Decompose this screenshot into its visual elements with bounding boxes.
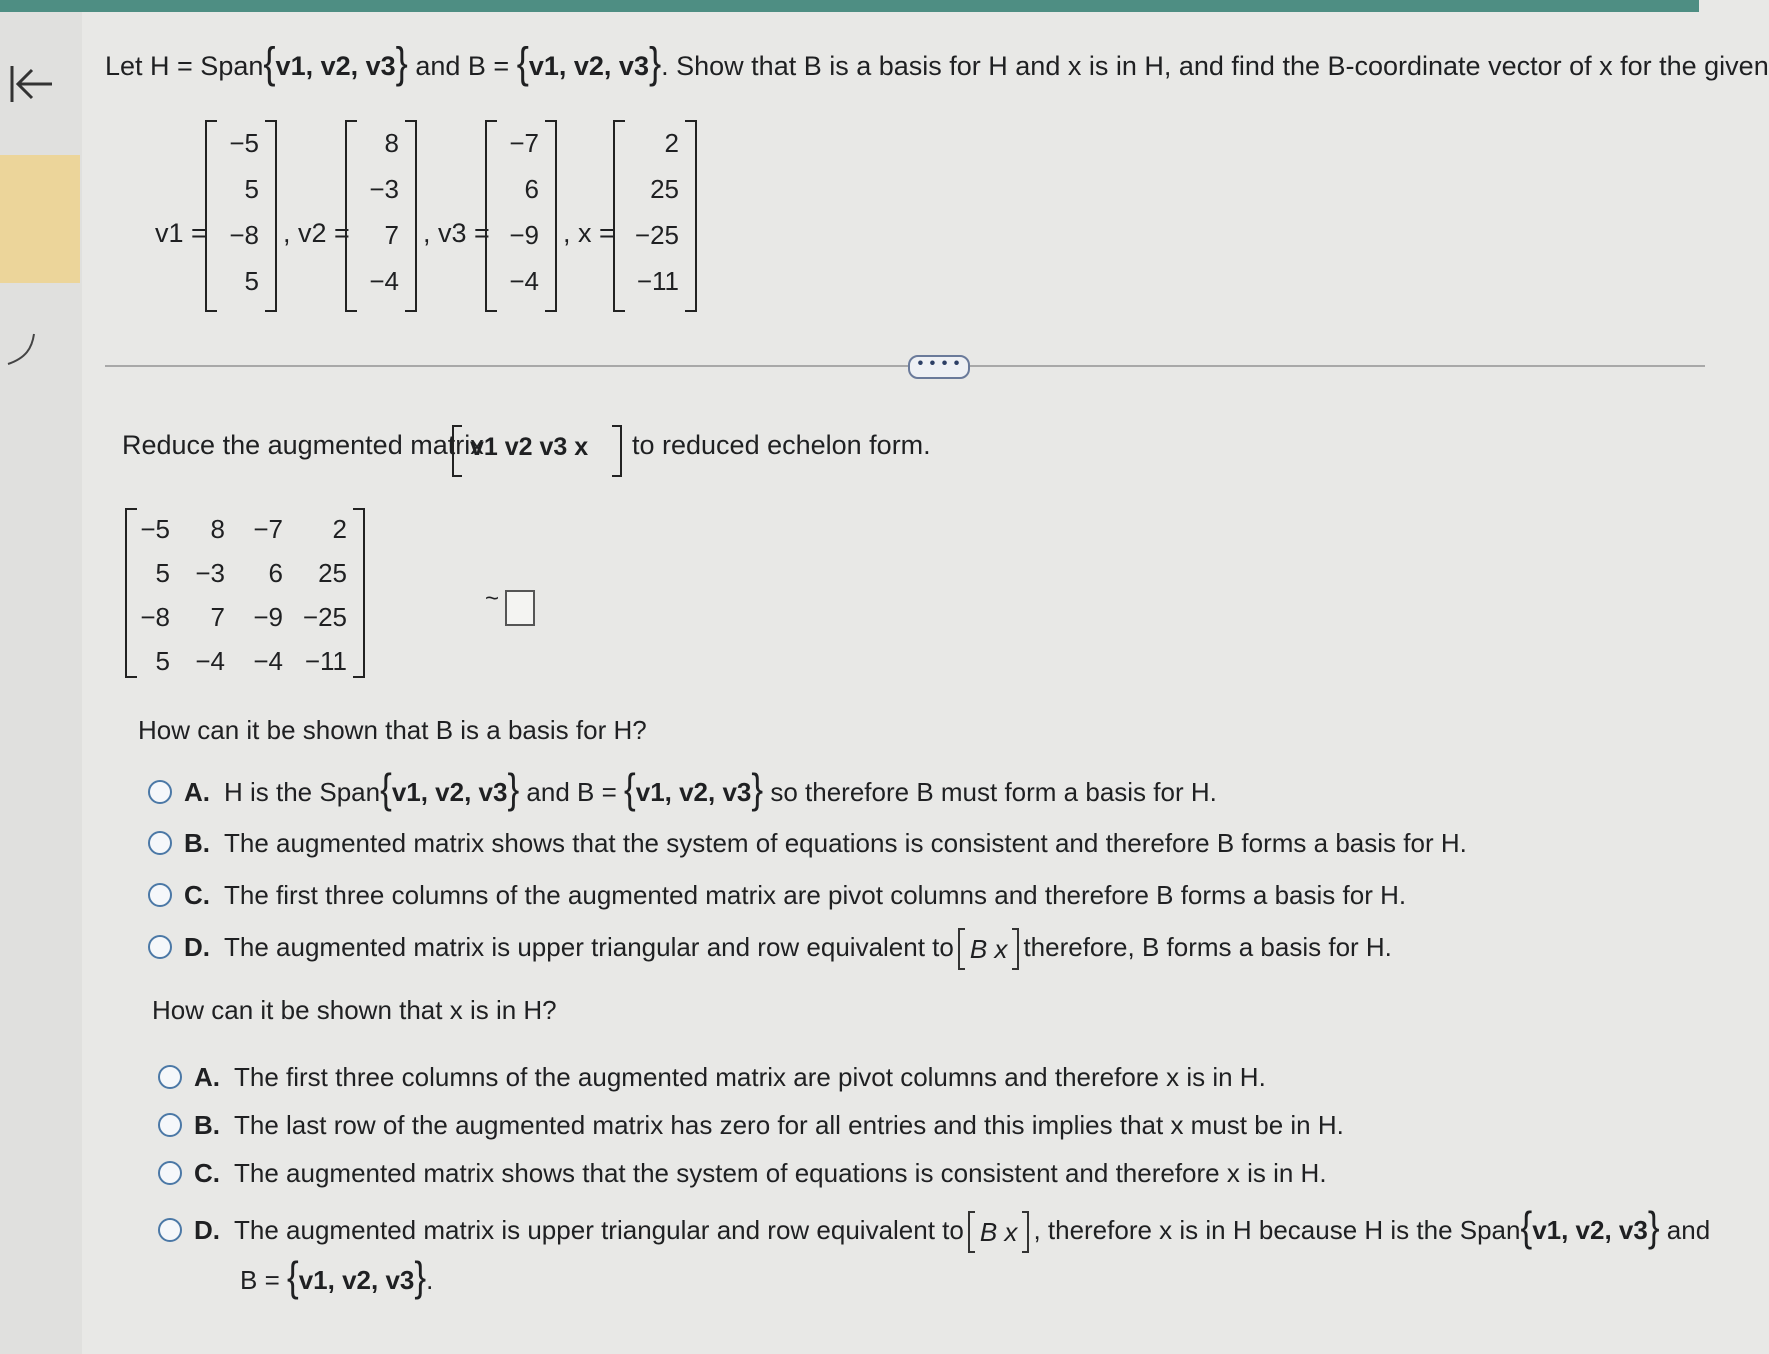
matrix-cell: 8: [210, 514, 225, 544]
v2-entry: 8: [384, 128, 399, 158]
matrix-cell: −4: [253, 646, 283, 676]
radio-button[interactable]: [148, 935, 172, 959]
v1-vector: [205, 120, 277, 312]
collapse-back-button[interactable]: [8, 60, 56, 108]
matrix-cell: 6: [268, 558, 283, 588]
radio-button[interactable]: [158, 1065, 182, 1089]
augmented-matrix: [125, 508, 365, 678]
question-content: [100, 30, 1769, 1350]
v3-entry: −7: [509, 128, 539, 158]
expand-more-button[interactable]: • • • •: [908, 355, 970, 379]
top-accent-bar: [0, 0, 1699, 12]
v2-entry: 7: [384, 220, 399, 250]
matrix-cell: 5: [155, 646, 170, 676]
x-vector: [613, 120, 697, 312]
matrix-cell: −11: [304, 646, 347, 676]
v3-vector: [485, 120, 557, 312]
radio-button[interactable]: [148, 831, 172, 855]
q2-option-d[interactable]: D. The augmented matrix is upper triangular and row equivalent to B x , therefore x is in H because H is the Span{v1, v2, v3} and: [158, 1208, 1710, 1251]
q2-option-b[interactable]: B. The last row of the augmented matrix has zero for all entries and this implies that x must be in H.: [158, 1110, 1344, 1141]
v2-entry: −4: [369, 266, 399, 296]
x-entry: −25: [634, 220, 679, 250]
reduced-matrix-answer-box[interactable]: [505, 590, 535, 626]
v1-label: v1 =: [155, 218, 207, 248]
matrix-cell: 7: [210, 602, 225, 632]
radio-button[interactable]: [158, 1113, 182, 1137]
question-x-in-h: How can it be shown that x is in H?: [152, 995, 557, 1025]
v3-entry: −4: [509, 266, 539, 296]
matrix-cell: 2: [332, 514, 347, 544]
v1-entry: −8: [229, 220, 259, 250]
radio-button[interactable]: [158, 1161, 182, 1185]
v2-entry: −3: [369, 174, 399, 204]
row-equivalent-symbol: ~: [485, 585, 500, 612]
v3-label: , v3 =: [423, 218, 490, 248]
sidebar-highlight: [0, 155, 80, 283]
q2-option-a[interactable]: A. The first three columns of the augmented matrix are pivot columns and therefore x is in H.: [158, 1062, 1266, 1093]
v2-vector: [345, 120, 417, 312]
x-entry: 2: [664, 128, 679, 158]
v3-entry: −9: [509, 220, 539, 250]
augmented-matrix-notation: [452, 425, 622, 477]
x-label: , x =: [563, 218, 615, 248]
v2-label: , v2 =: [283, 218, 350, 248]
radio-button[interactable]: [158, 1218, 182, 1242]
v1-entry: −5: [229, 128, 259, 158]
v1-entry: 5: [244, 174, 259, 204]
q1-option-b[interactable]: B. The augmented matrix shows that the system of equations is consistent and therefore B forms a basis for H.: [148, 828, 1467, 859]
pen-scribble-icon: [4, 330, 44, 370]
matrix-cell: 25: [318, 558, 347, 588]
q2-option-c[interactable]: C. The augmented matrix shows that the system of equations is consistent and therefore x is in H.: [158, 1158, 1327, 1189]
q2-option-d-continuation: B = {v1, v2, v3}.: [240, 1254, 434, 1301]
reduce-instruction-prefix: Reduce the augmented matrix: [122, 430, 484, 460]
matrix-cell: −3: [195, 558, 225, 588]
v3-entry: 6: [524, 174, 539, 204]
matrix-cell: −7: [253, 514, 283, 544]
section-divider: [105, 365, 1705, 367]
matrix-cell: 5: [155, 558, 170, 588]
radio-button[interactable]: [148, 780, 172, 804]
q1-option-c[interactable]: C. The first three columns of the augmented matrix are pivot columns and therefore B forms a basis for H.: [148, 880, 1406, 911]
radio-button[interactable]: [148, 883, 172, 907]
x-entry: −11: [636, 266, 679, 296]
matrix-cell: −4: [195, 646, 225, 676]
arrow-left-bar-icon: [8, 60, 56, 108]
augmented-matrix-columns: v1 v2 v3 x: [470, 433, 589, 461]
q1-option-d[interactable]: D. The augmented matrix is upper triangular and row equivalent to B x therefore, B forms a basis for H.: [148, 930, 1392, 968]
matrix-cell: −8: [140, 602, 170, 632]
problem-statement: Let H = Span{v1, v2, v3} and B = {v1, v2, v3}. Show that B is a basis for H and x is in H, and find the B-coordinate vector of x for the given: [105, 37, 1769, 87]
reduce-instruction-suffix: to reduced echelon form.: [632, 430, 931, 460]
matrix-cell: −5: [140, 514, 170, 544]
question-basis: How can it be shown that B is a basis for H?: [138, 715, 647, 745]
v1-entry: 5: [244, 266, 259, 296]
q1-option-a[interactable]: A. H is the Span{v1, v2, v3} and B = {v1, v2, v3} so therefore B must form a basis for H.: [148, 770, 1217, 810]
matrix-cell: −9: [253, 602, 283, 632]
x-entry: 25: [650, 174, 679, 204]
matrix-cell: −25: [302, 602, 347, 632]
